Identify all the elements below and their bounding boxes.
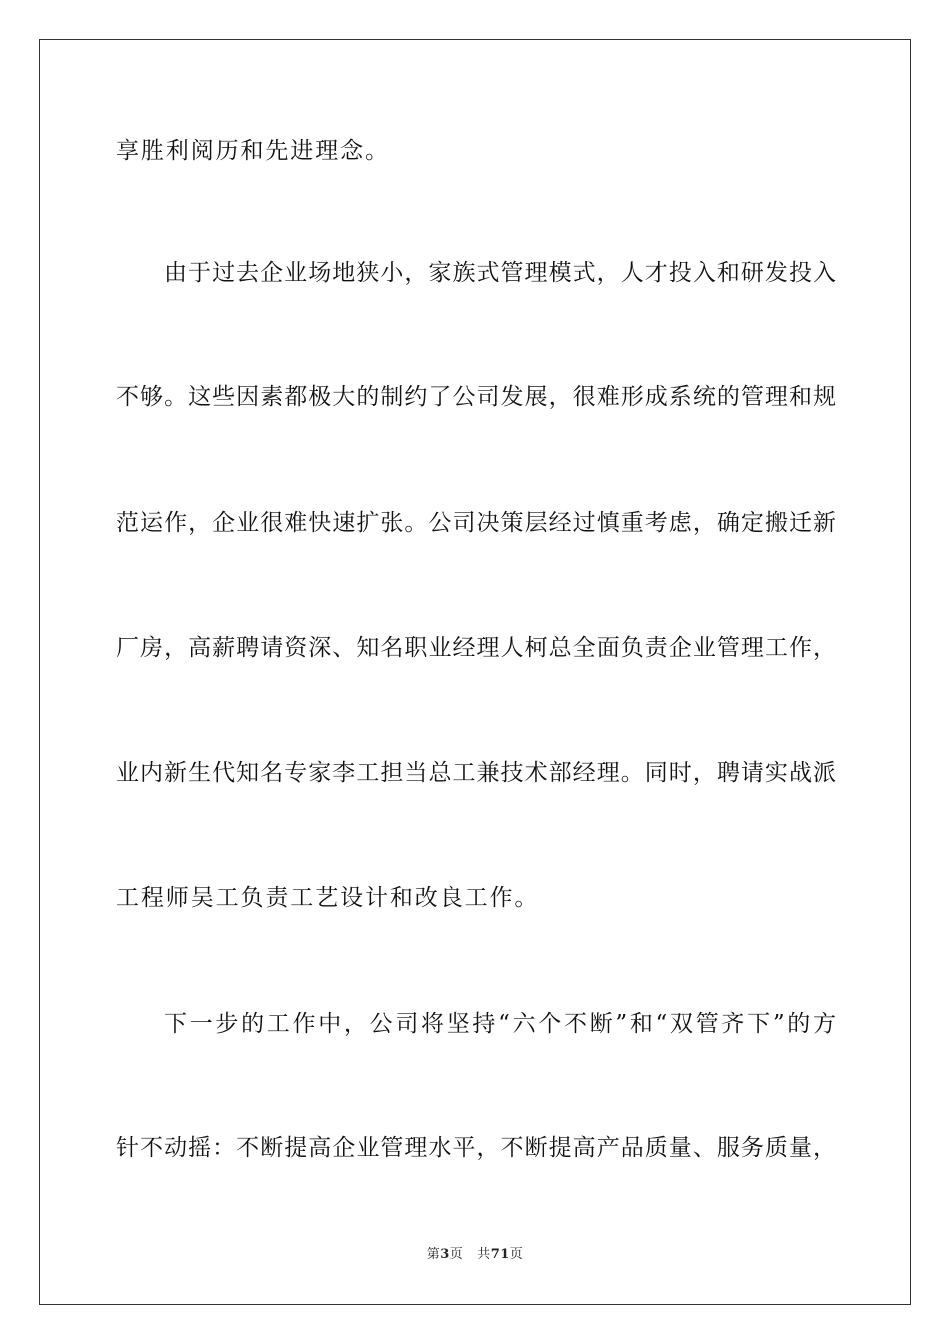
paragraph-line: 享胜利阅历和先进理念。: [116, 138, 390, 164]
paragraph-line: 工程师吴工负责工艺设计和改良工作。: [116, 885, 540, 911]
paragraph-line: 不够。这些因素都极大的制约了公司发展，很难形成系统的管理和规: [116, 384, 836, 410]
paragraph-line: 下一步的工作中，公司将坚持“六个不断”和“双管齐下”的方: [164, 1011, 836, 1037]
page-number: 3: [440, 1247, 450, 1262]
paragraph-line: 针不动摇：不断提高企业管理水平，不断提高产品质量、服务质量，: [116, 1135, 836, 1161]
paragraph-line: 业内新生代知名专家李工担当总工兼技术部经理。同时，聘请实战派: [116, 760, 836, 786]
total-suffix: 页: [509, 1247, 524, 1262]
total-pages: 71: [490, 1247, 510, 1262]
page-suffix: 页: [449, 1247, 464, 1262]
paragraph-line: 范运作，企业很难快速扩张。公司决策层经过慎重考虑，确定搬迁新: [116, 510, 836, 536]
total-prefix: 共: [477, 1247, 491, 1262]
paragraph-line: 厂房，高薪聘请资深、知名职业经理人柯总全面负责企业管理工作，: [116, 635, 836, 661]
page-border: [39, 39, 911, 1305]
paragraph-line: 由于过去企业场地狭小，家族式管理模式，人才投入和研发投入: [164, 260, 836, 286]
page-footer: [0, 1246, 950, 1264]
page-prefix: 第: [426, 1247, 441, 1262]
